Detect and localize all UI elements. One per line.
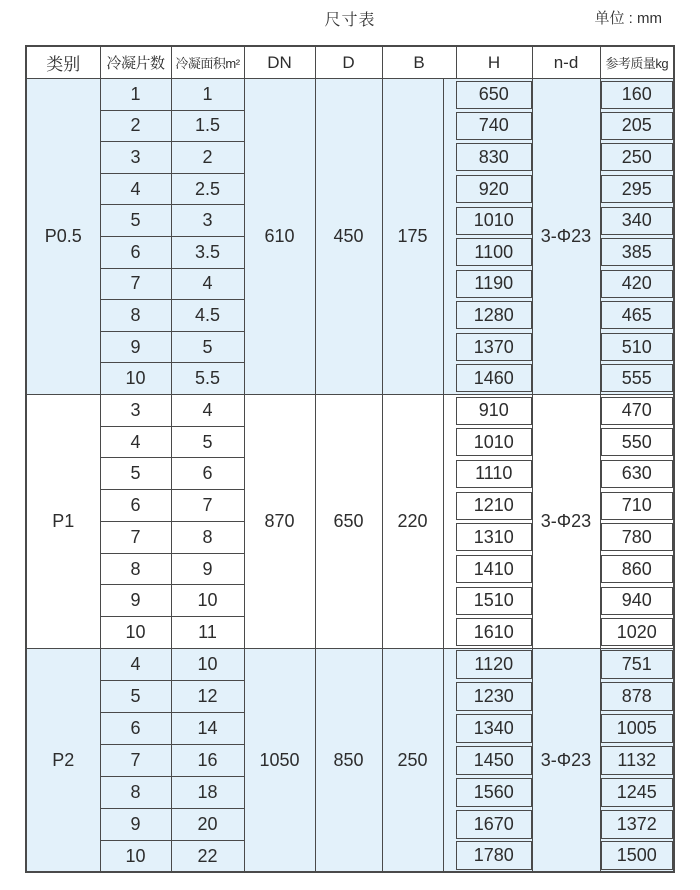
mass-value-box: 510 xyxy=(601,333,674,361)
h-value-box: 1110 xyxy=(456,460,532,488)
h-value-box: 1370 xyxy=(456,333,532,361)
pieces-cell: 7 xyxy=(100,744,171,776)
h-value-box: 1190 xyxy=(456,270,532,298)
area-cell: 16 xyxy=(171,744,244,776)
h-value-box: 740 xyxy=(456,112,532,140)
area-cell: 1.5 xyxy=(171,110,244,142)
mass-cell xyxy=(600,110,674,142)
nd-cell: 3-Φ23 xyxy=(532,648,600,872)
mass-cell xyxy=(600,490,674,522)
mass-value-box: 250 xyxy=(601,143,674,171)
section-P1 xyxy=(26,394,674,648)
h-value-box: 920 xyxy=(456,175,532,203)
mass-value-box: 630 xyxy=(601,460,674,488)
h-cell xyxy=(456,680,532,712)
area-cell: 5 xyxy=(171,331,244,363)
h-value-box: 910 xyxy=(456,397,532,425)
dn-cell: 1050 xyxy=(244,648,315,872)
h-value-box: 1460 xyxy=(456,364,532,392)
mass-cell xyxy=(600,521,674,553)
mass-value-box: 1005 xyxy=(601,714,674,743)
h-cell xyxy=(456,776,532,808)
pieces-cell: 5 xyxy=(100,680,171,712)
gap-strip xyxy=(443,79,456,395)
pieces-cell: 2 xyxy=(100,110,171,142)
column-header-category: 类别 xyxy=(26,46,100,79)
column-header-dn: DN xyxy=(244,46,315,79)
b-cell: 175 xyxy=(382,79,443,395)
pieces-cell: 8 xyxy=(100,776,171,808)
mass-value-box: 205 xyxy=(601,112,674,140)
mass-value-box: 1245 xyxy=(601,778,674,807)
b-cell: 220 xyxy=(382,394,443,648)
column-header-mass: 参考质量kg xyxy=(600,46,674,79)
area-cell: 12 xyxy=(171,680,244,712)
h-cell xyxy=(456,553,532,585)
d-cell: 650 xyxy=(315,394,382,648)
h-value-box: 1230 xyxy=(456,682,532,711)
pieces-cell: 4 xyxy=(100,426,171,458)
area-cell: 10 xyxy=(171,648,244,680)
pieces-cell: 5 xyxy=(100,205,171,237)
mass-value-box: 555 xyxy=(601,364,674,392)
mass-cell xyxy=(600,840,674,872)
h-cell xyxy=(456,648,532,680)
h-value-box: 1410 xyxy=(456,555,532,583)
page-title: 尺寸表 xyxy=(324,12,376,29)
mass-cell xyxy=(600,426,674,458)
mass-value-box: 385 xyxy=(601,238,674,266)
d-cell: 450 xyxy=(315,79,382,395)
pieces-cell: 4 xyxy=(100,173,171,205)
h-cell xyxy=(456,142,532,174)
pieces-cell: 6 xyxy=(100,236,171,268)
h-value-box: 1780 xyxy=(456,841,532,870)
header-row xyxy=(26,46,674,79)
mass-value-box: 550 xyxy=(601,428,674,456)
area-cell: 3.5 xyxy=(171,236,244,268)
category-cell: P2 xyxy=(26,648,100,872)
h-value-box: 1010 xyxy=(456,207,532,235)
h-value-box: 1210 xyxy=(456,492,532,520)
mass-cell xyxy=(600,173,674,205)
mass-cell xyxy=(600,268,674,300)
h-cell xyxy=(456,394,532,426)
mass-cell xyxy=(600,79,674,111)
h-cell xyxy=(456,458,532,490)
mass-cell xyxy=(600,142,674,174)
column-header-area: 冷凝面积m² xyxy=(171,46,244,79)
section-P2 xyxy=(26,648,674,872)
mass-cell xyxy=(600,808,674,840)
h-value-box: 650 xyxy=(456,81,532,109)
h-cell xyxy=(456,236,532,268)
area-cell: 2 xyxy=(171,142,244,174)
pieces-cell: 5 xyxy=(100,458,171,490)
column-header-d: D xyxy=(315,46,382,79)
pieces-cell: 6 xyxy=(100,712,171,744)
area-cell: 2.5 xyxy=(171,173,244,205)
mass-cell xyxy=(600,648,674,680)
dn-cell: 610 xyxy=(244,79,315,395)
pieces-cell: 4 xyxy=(100,648,171,680)
h-cell xyxy=(456,110,532,142)
pieces-cell: 10 xyxy=(100,617,171,649)
h-cell xyxy=(456,363,532,395)
mass-cell xyxy=(600,363,674,395)
h-cell xyxy=(456,331,532,363)
h-cell xyxy=(456,426,532,458)
h-cell xyxy=(456,617,532,649)
category-cell: P0.5 xyxy=(26,79,100,395)
mass-cell xyxy=(600,394,674,426)
h-cell xyxy=(456,521,532,553)
mass-value-box: 1500 xyxy=(601,841,674,870)
column-header-pieces: 冷凝片数 xyxy=(100,46,171,79)
gap-strip xyxy=(443,394,456,648)
mass-cell xyxy=(600,236,674,268)
category-cell: P1 xyxy=(26,394,100,648)
mass-cell xyxy=(600,585,674,617)
h-value-box: 1450 xyxy=(456,746,532,775)
unit-label: 单位 : mm xyxy=(594,10,662,27)
h-cell xyxy=(456,808,532,840)
area-cell: 20 xyxy=(171,808,244,840)
table-header xyxy=(26,46,674,79)
h-cell xyxy=(456,585,532,617)
mass-value-box: 470 xyxy=(601,397,674,425)
mass-cell xyxy=(600,458,674,490)
mass-value-box: 1020 xyxy=(601,618,674,646)
area-cell: 11 xyxy=(171,617,244,649)
area-cell: 4.5 xyxy=(171,300,244,332)
mass-value-box: 878 xyxy=(601,682,674,711)
top-bar xyxy=(0,0,700,45)
mass-cell xyxy=(600,744,674,776)
mass-value-box: 710 xyxy=(601,492,674,520)
table-row xyxy=(26,648,674,680)
nd-cell: 3-Φ23 xyxy=(532,79,600,395)
column-header-h: H xyxy=(456,46,532,79)
pieces-cell: 6 xyxy=(100,490,171,522)
mass-cell xyxy=(600,205,674,237)
pieces-cell: 10 xyxy=(100,363,171,395)
mass-value-box: 860 xyxy=(601,555,674,583)
pieces-cell: 9 xyxy=(100,585,171,617)
pieces-cell: 7 xyxy=(100,521,171,553)
mass-value-box: 295 xyxy=(601,175,674,203)
area-cell: 1 xyxy=(171,79,244,111)
area-cell: 8 xyxy=(171,521,244,553)
h-value-box: 1310 xyxy=(456,523,532,551)
mass-value-box: 340 xyxy=(601,207,674,235)
mass-value-box: 465 xyxy=(601,301,674,329)
table-row xyxy=(26,79,674,111)
h-cell xyxy=(456,300,532,332)
mass-cell xyxy=(600,712,674,744)
nd-cell: 3-Φ23 xyxy=(532,394,600,648)
h-cell xyxy=(456,490,532,522)
area-cell: 9 xyxy=(171,553,244,585)
area-cell: 18 xyxy=(171,776,244,808)
pieces-cell: 3 xyxy=(100,142,171,174)
h-value-box: 1510 xyxy=(456,587,532,615)
h-value-box: 1120 xyxy=(456,650,532,679)
pieces-cell: 9 xyxy=(100,808,171,840)
area-cell: 5.5 xyxy=(171,363,244,395)
h-value-box: 1010 xyxy=(456,428,532,456)
h-cell xyxy=(456,79,532,111)
area-cell: 7 xyxy=(171,490,244,522)
column-header-nd: n-d xyxy=(532,46,600,79)
h-value-box: 1610 xyxy=(456,618,532,646)
mass-cell xyxy=(600,680,674,712)
h-cell xyxy=(456,205,532,237)
mass-cell xyxy=(600,776,674,808)
h-value-box: 830 xyxy=(456,143,532,171)
h-value-box: 1280 xyxy=(456,301,532,329)
mass-value-box: 940 xyxy=(601,587,674,615)
area-cell: 10 xyxy=(171,585,244,617)
area-cell: 22 xyxy=(171,840,244,872)
area-cell: 14 xyxy=(171,712,244,744)
table-row xyxy=(26,394,674,426)
mass-value-box: 1372 xyxy=(601,810,674,839)
h-cell xyxy=(456,173,532,205)
h-cell xyxy=(456,744,532,776)
area-cell: 3 xyxy=(171,205,244,237)
h-value-box: 1560 xyxy=(456,778,532,807)
h-cell xyxy=(456,268,532,300)
gap-strip xyxy=(443,648,456,872)
mass-value-box: 780 xyxy=(601,523,674,551)
mass-value-box: 751 xyxy=(601,650,674,679)
d-cell: 850 xyxy=(315,648,382,872)
mass-value-box: 420 xyxy=(601,270,674,298)
mass-value-box: 160 xyxy=(601,81,674,109)
pieces-cell: 3 xyxy=(100,394,171,426)
section-P0.5 xyxy=(26,79,674,395)
mass-cell xyxy=(600,617,674,649)
h-value-box: 1100 xyxy=(456,238,532,266)
area-cell: 4 xyxy=(171,394,244,426)
h-value-box: 1670 xyxy=(456,810,532,839)
pieces-cell: 7 xyxy=(100,268,171,300)
area-cell: 6 xyxy=(171,458,244,490)
pieces-cell: 1 xyxy=(100,79,171,111)
mass-value-box: 1132 xyxy=(601,746,674,775)
column-header-b: B xyxy=(382,46,456,79)
mass-cell xyxy=(600,553,674,585)
pieces-cell: 8 xyxy=(100,300,171,332)
pieces-cell: 9 xyxy=(100,331,171,363)
pieces-cell: 10 xyxy=(100,840,171,872)
area-cell: 4 xyxy=(171,268,244,300)
pieces-cell: 8 xyxy=(100,553,171,585)
dimension-table xyxy=(25,45,675,873)
h-value-box: 1340 xyxy=(456,714,532,743)
area-cell: 5 xyxy=(171,426,244,458)
mass-cell xyxy=(600,331,674,363)
b-cell: 250 xyxy=(382,648,443,872)
h-cell xyxy=(456,840,532,872)
h-cell xyxy=(456,712,532,744)
dn-cell: 870 xyxy=(244,394,315,648)
mass-cell xyxy=(600,300,674,332)
